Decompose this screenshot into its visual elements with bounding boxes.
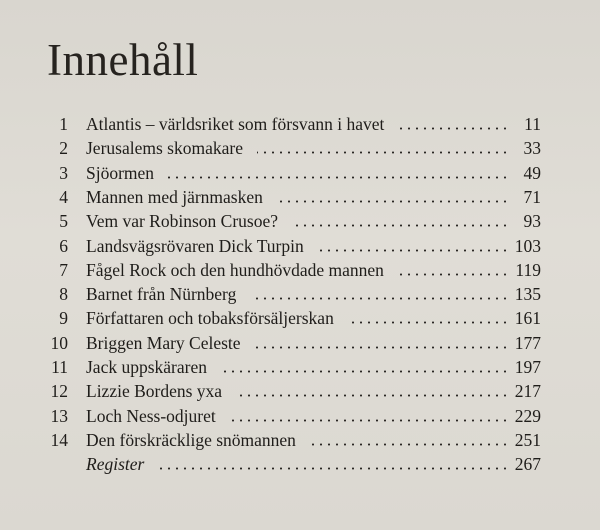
page-number: 161 xyxy=(514,308,541,329)
chapter-number: 6 xyxy=(59,235,68,256)
page-number: 135 xyxy=(514,284,541,305)
toc-row xyxy=(0,185,600,209)
page-number: 11 xyxy=(524,114,541,134)
dot-leader xyxy=(257,151,509,154)
dot-leader xyxy=(277,200,509,203)
dot-leader xyxy=(348,321,509,324)
page-number: 33 xyxy=(523,138,541,159)
chapter-title: Sjöormen xyxy=(86,162,155,183)
chapter-title: Atlantis – världsriket som försvann i havet xyxy=(86,114,385,134)
toc-row xyxy=(0,258,600,282)
chapter-title: Författaren och tobaksförsäljerskan xyxy=(86,308,334,329)
chapter-title: Fågel Rock och den hundhövdade mannen xyxy=(86,259,384,280)
toc-row xyxy=(0,112,600,136)
page-number: 71 xyxy=(523,186,541,207)
chapter-title: Loch Ness-odjuret xyxy=(86,405,216,426)
chapter-number: 14 xyxy=(50,429,68,450)
toc-row xyxy=(0,136,600,160)
chapter-number: 13 xyxy=(50,405,68,426)
toc-row xyxy=(0,306,600,330)
chapter-title: Mannen med järnmasken xyxy=(86,186,263,207)
page-number: 177 xyxy=(514,332,541,353)
chapter-number: 2 xyxy=(59,138,68,159)
page-number: 103 xyxy=(514,235,541,256)
page-number: 93 xyxy=(523,211,541,232)
toc-row xyxy=(0,379,600,403)
chapter-title: Vem var Robinson Crusoe? xyxy=(86,211,278,232)
dot-leader xyxy=(310,443,509,446)
page-number: 197 xyxy=(514,357,541,377)
chapter-number: 11 xyxy=(51,357,68,377)
chapter-title: Landsvägsrövaren Dick Turpin xyxy=(86,235,304,256)
chapter-number: 10 xyxy=(50,332,68,353)
dot-leader xyxy=(158,467,509,470)
chapter-number: 1 xyxy=(59,114,68,134)
dot-leader xyxy=(318,249,509,252)
dot-leader xyxy=(398,273,509,276)
dot-leader xyxy=(250,297,509,300)
chapter-number: 9 xyxy=(59,308,68,329)
page-title: Innehåll xyxy=(47,35,199,85)
chapter-title: Register xyxy=(86,454,145,475)
dot-leader xyxy=(230,419,509,422)
page-number: 267 xyxy=(514,454,541,475)
chapter-title: Jack uppskäraren xyxy=(86,357,207,377)
toc-row xyxy=(0,161,600,185)
chapter-number: 4 xyxy=(59,186,68,207)
dot-leader xyxy=(221,370,509,373)
chapter-title: Jerusalems skomakare xyxy=(86,138,243,159)
toc-row xyxy=(0,234,600,258)
chapter-number: 12 xyxy=(50,381,68,402)
dot-leader xyxy=(236,394,509,397)
dot-leader xyxy=(255,346,509,349)
chapter-title: Barnet från Nürnberg xyxy=(86,284,237,305)
toc-row xyxy=(0,331,600,355)
chapter-title: Lizzie Bordens yxa xyxy=(86,381,223,402)
page-number: 119 xyxy=(515,259,541,280)
chapter-title: Briggen Mary Celeste xyxy=(86,332,241,353)
toc-row xyxy=(0,209,600,233)
dot-leader xyxy=(168,176,509,179)
page-number: 229 xyxy=(514,405,541,426)
dot-leader xyxy=(398,127,509,130)
toc-row xyxy=(0,355,600,379)
chapter-number: 3 xyxy=(59,162,68,183)
chapter-number: 7 xyxy=(59,259,68,280)
chapter-number: 5 xyxy=(59,211,68,232)
page-number: 251 xyxy=(514,429,541,450)
toc-row xyxy=(0,282,600,306)
toc-row xyxy=(0,428,600,452)
page-number: 217 xyxy=(514,381,541,402)
chapter-number: 8 xyxy=(59,284,68,305)
page-number: 49 xyxy=(523,162,541,183)
register-row xyxy=(0,452,600,476)
chapter-title: Den förskräcklige snömannen xyxy=(86,429,296,450)
toc-row xyxy=(0,404,600,428)
dot-leader xyxy=(292,224,509,227)
